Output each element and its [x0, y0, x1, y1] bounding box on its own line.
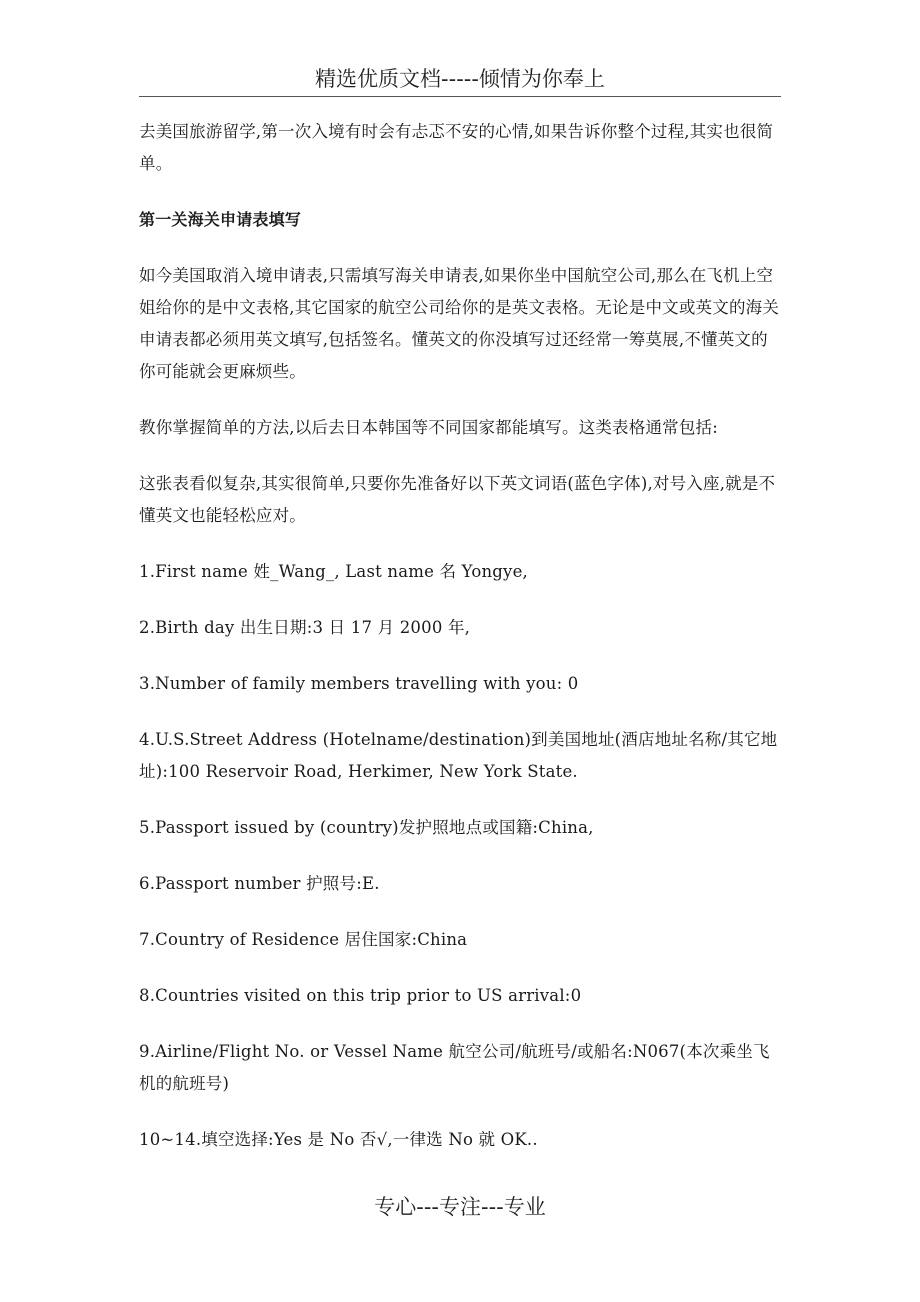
intro-paragraph: 去美国旅游留学,第一次入境有时会有忐忑不安的心情,如果告诉你整个过程,其实也很简单。: [139, 122, 774, 173]
body-paragraph-1: 如今美国取消入境申请表,只需填写海关申请表,如果你坐中国航空公司,那么在飞机上空姐给你的是中文表格,其它国家的航空公司给你的是英文表格。无论是中文或英文的海关申请表都必须用英文填写,包括签名。懂英文的你没填写过还经常一筹莫展,不懂英文的你可能就会更麻烦些。: [139, 266, 780, 381]
list-item: 9.Airline/Flight No. or Vessel Name 航空公司/航班号/或船名:N067(本次乘坐飞机的航班号): [139, 1042, 770, 1093]
document-body: [139, 116, 783, 1180]
list-item: 1.First name 姓_Wang_, Last name 名 Yongye,: [139, 562, 528, 581]
page-header: 精选优质文档-----倾情为你奉上: [315, 67, 605, 91]
list-item: 7.Country of Residence 居住国家:China: [139, 930, 468, 949]
list-item: 5.Passport issued by (country)发护照地点或国籍:China,: [139, 818, 594, 837]
list-item: 4.U.S.Street Address (Hotelname/destination)到美国地址(酒店地址名称/其它地址):100 Reservoir Road, Herkimer, New York State.: [139, 730, 778, 781]
body-paragraph-2: 教你掌握简单的方法,以后去日本韩国等不同国家都能填写。这类表格通常包括:: [139, 418, 719, 437]
page-footer: 专心---专注---专业: [374, 1195, 546, 1219]
section-heading: 第一关海关申请表填写: [139, 210, 302, 229]
list-item: 10~14.填空选择:Yes 是 No 否√,一律选 No 就 OK..: [139, 1130, 538, 1149]
header-divider: [139, 96, 781, 97]
list-item: 6.Passport number 护照号:E.: [139, 874, 380, 893]
list-item: 8.Countries visited on this trip prior to US arrival:0: [139, 986, 582, 1005]
list-item: 2.Birth day 出生日期:3 日 17 月 2000 年,: [139, 618, 471, 637]
list-item: 3.Number of family members travelling with you: 0: [139, 674, 579, 693]
body-paragraph-3: 这张表看似复杂,其实很简单,只要你先准备好以下英文词语(蓝色字体),对号入座,就是不懂英文也能轻松应对。: [139, 474, 776, 525]
